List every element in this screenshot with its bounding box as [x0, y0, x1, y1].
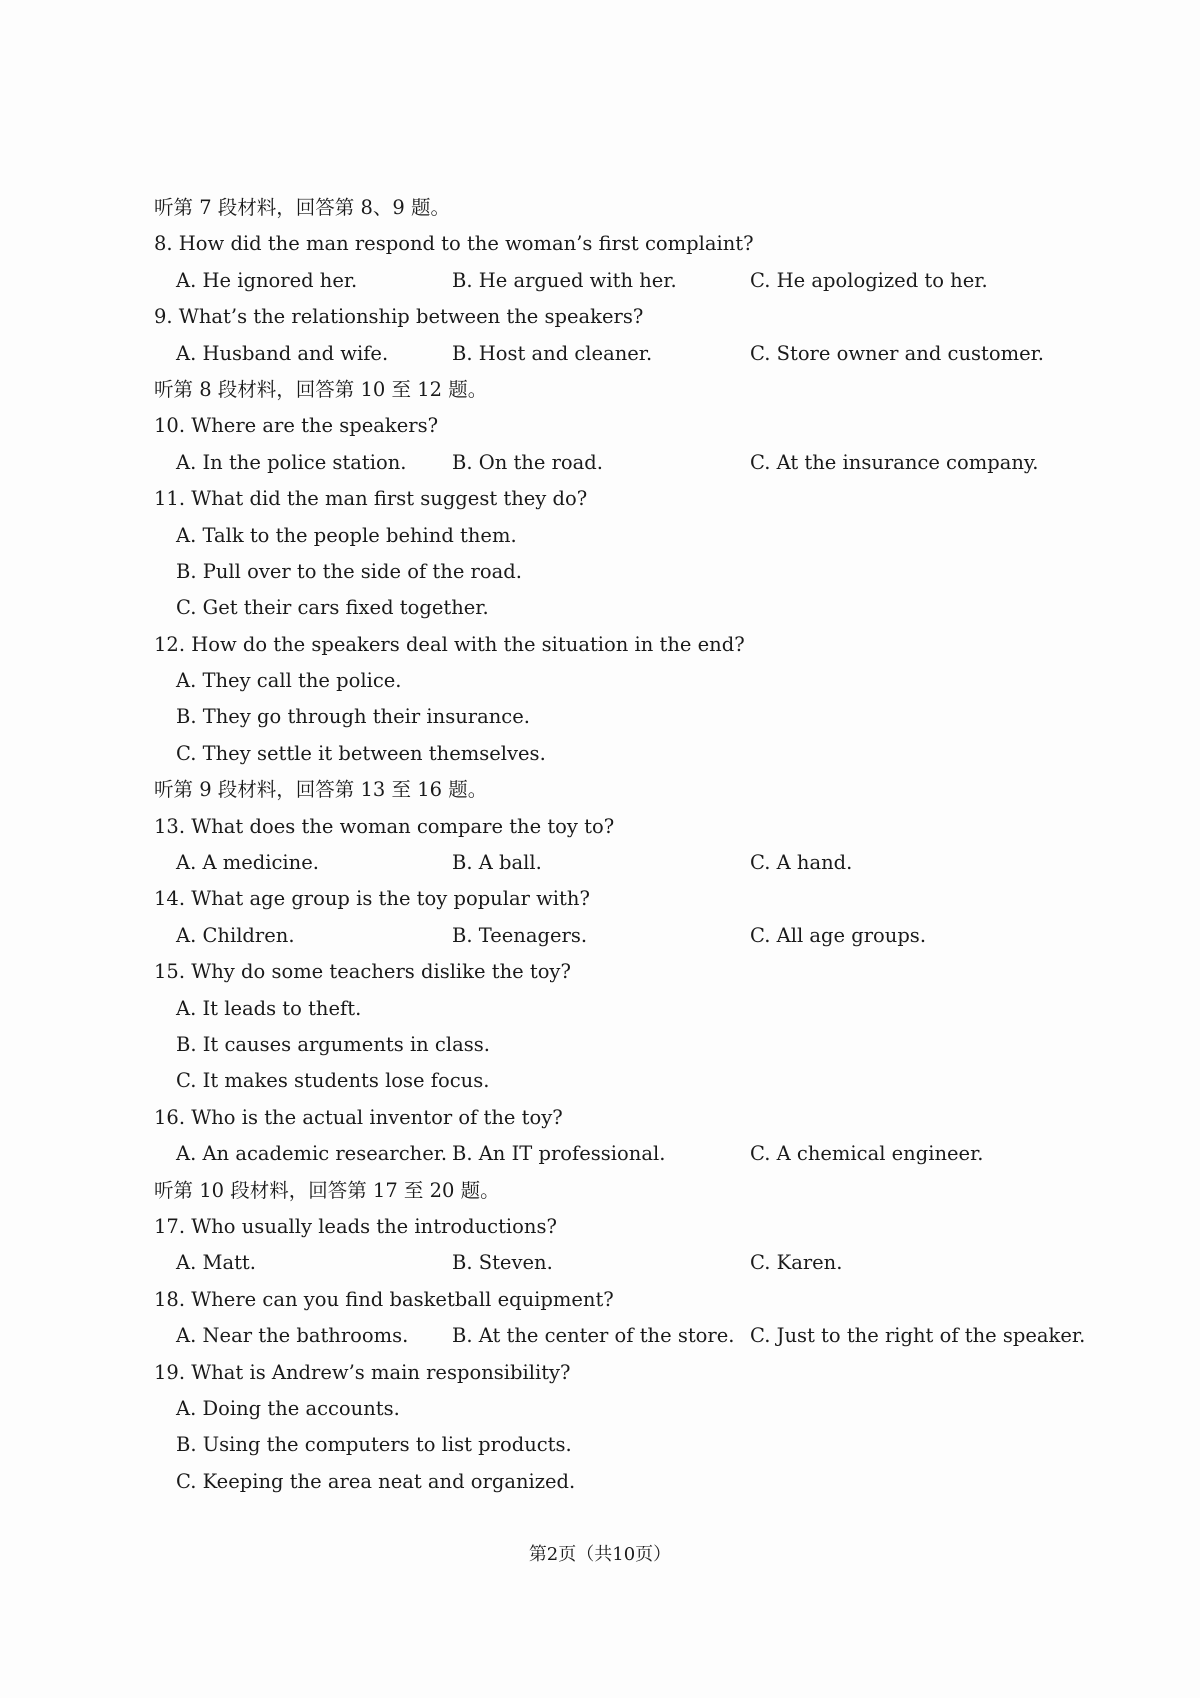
question-stem: 18. Where can you find basketball equipment?: [154, 1287, 614, 1311]
answer-option-a: A. Near the bathrooms.: [176, 1324, 409, 1348]
answer-option-a: A. He ignored her.: [176, 268, 358, 292]
answer-option: C. They settle it between themselves.: [176, 741, 546, 765]
answer-option-b: B. Teenagers.: [452, 923, 588, 947]
answer-option-a: A. Matt.: [176, 1251, 256, 1275]
answer-option-a: A. Husband and wife.: [176, 341, 389, 365]
question-stem: 13. What does the woman compare the toy to?: [154, 814, 615, 838]
question-stem: 10. Where are the speakers?: [154, 414, 439, 438]
answer-option-c: C. All age groups.: [750, 923, 927, 947]
answer-option-b: B. At the center of the store.: [452, 1324, 735, 1348]
answer-option-c: C. Store owner and customer.: [750, 341, 1045, 365]
answer-option-b: B. Steven.: [452, 1251, 553, 1275]
question-stem: 15. Why do some teachers dislike the toy?: [154, 960, 571, 984]
answer-option: B. They go through their insurance.: [176, 705, 530, 729]
question-stem: 11. What did the man first suggest they do?: [154, 487, 588, 511]
question-stem: 8. How did the man respond to the woman’s first complaint?: [154, 232, 754, 256]
section-heading: 听第 7 段材料，回答第 8、9 题。: [154, 196, 451, 219]
answer-options-row: [154, 918, 1054, 954]
question-stem: 12. How do the speakers deal with the situation in the end?: [154, 632, 745, 656]
answer-option: C. Get their cars fixed together.: [176, 596, 489, 620]
answer-option: C. It makes students lose focus.: [176, 1069, 490, 1093]
answer-option-b: B. An IT professional.: [452, 1142, 666, 1166]
answer-option-b: B. He argued with her.: [452, 268, 677, 292]
section-heading: 听第 10 段材料，回答第 17 至 20 题。: [154, 1178, 500, 1202]
answer-option-c: C. Karen.: [750, 1251, 843, 1275]
section-heading: 听第 8 段材料，回答第 10 至 12 题。: [154, 377, 488, 401]
answer-options-row: [154, 845, 1054, 881]
answer-option: A. It leads to theft.: [176, 996, 362, 1020]
answer-option-a: A. An academic researcher.: [176, 1142, 448, 1166]
answer-option-a: A. Children.: [176, 923, 295, 947]
answer-option-c: C. A chemical engineer.: [750, 1142, 984, 1166]
answer-option-b: B. A ball.: [452, 851, 542, 875]
answer-option-c: C. At the insurance company.: [750, 450, 1039, 474]
answer-option: A. Doing the accounts.: [176, 1396, 400, 1420]
answer-option-a: A. In the police station.: [176, 450, 407, 474]
answer-option-b: B. Host and cleaner.: [452, 341, 653, 365]
question-stem: 17. Who usually leads the introductions?: [154, 1214, 557, 1238]
answer-option-b: B. On the road.: [452, 450, 603, 474]
question-stem: 16. Who is the actual inventor of the toy?: [154, 1105, 563, 1129]
page-content: [154, 190, 1086, 1500]
section-heading: 听第 9 段材料，回答第 13 至 16 题。: [154, 778, 488, 802]
answer-options-row: [154, 1136, 1054, 1172]
answer-option-a: A. A medicine.: [176, 851, 319, 875]
answer-options-row: [154, 445, 1054, 481]
answer-option: A. They call the police.: [176, 669, 402, 693]
answer-option-c: C. A hand.: [750, 851, 853, 875]
answer-option: A. Talk to the people behind them.: [176, 523, 517, 547]
question-stem: 19. What is Andrew’s main responsibility?: [154, 1360, 571, 1384]
answer-option: B. Using the computers to list products.: [176, 1433, 572, 1457]
answer-option: B. Pull over to the side of the road.: [176, 559, 522, 583]
question-stem: 9. What’s the relationship between the speakers?: [154, 305, 644, 329]
answer-option-c: C. Just to the right of the speaker.: [750, 1324, 1086, 1348]
answer-options-row: [154, 1318, 1086, 1354]
answer-options-row: [154, 1245, 1054, 1281]
answer-option: B. It causes arguments in class.: [176, 1032, 490, 1056]
page-footer: 第2页（共10页）: [528, 1544, 672, 1565]
answer-options-row: [154, 263, 1054, 299]
answer-options-row: [154, 336, 1054, 372]
answer-option: C. Keeping the area neat and organized.: [176, 1469, 576, 1493]
answer-option-c: C. He apologized to her.: [750, 268, 988, 292]
question-stem: 14. What age group is the toy popular with?: [154, 887, 590, 911]
